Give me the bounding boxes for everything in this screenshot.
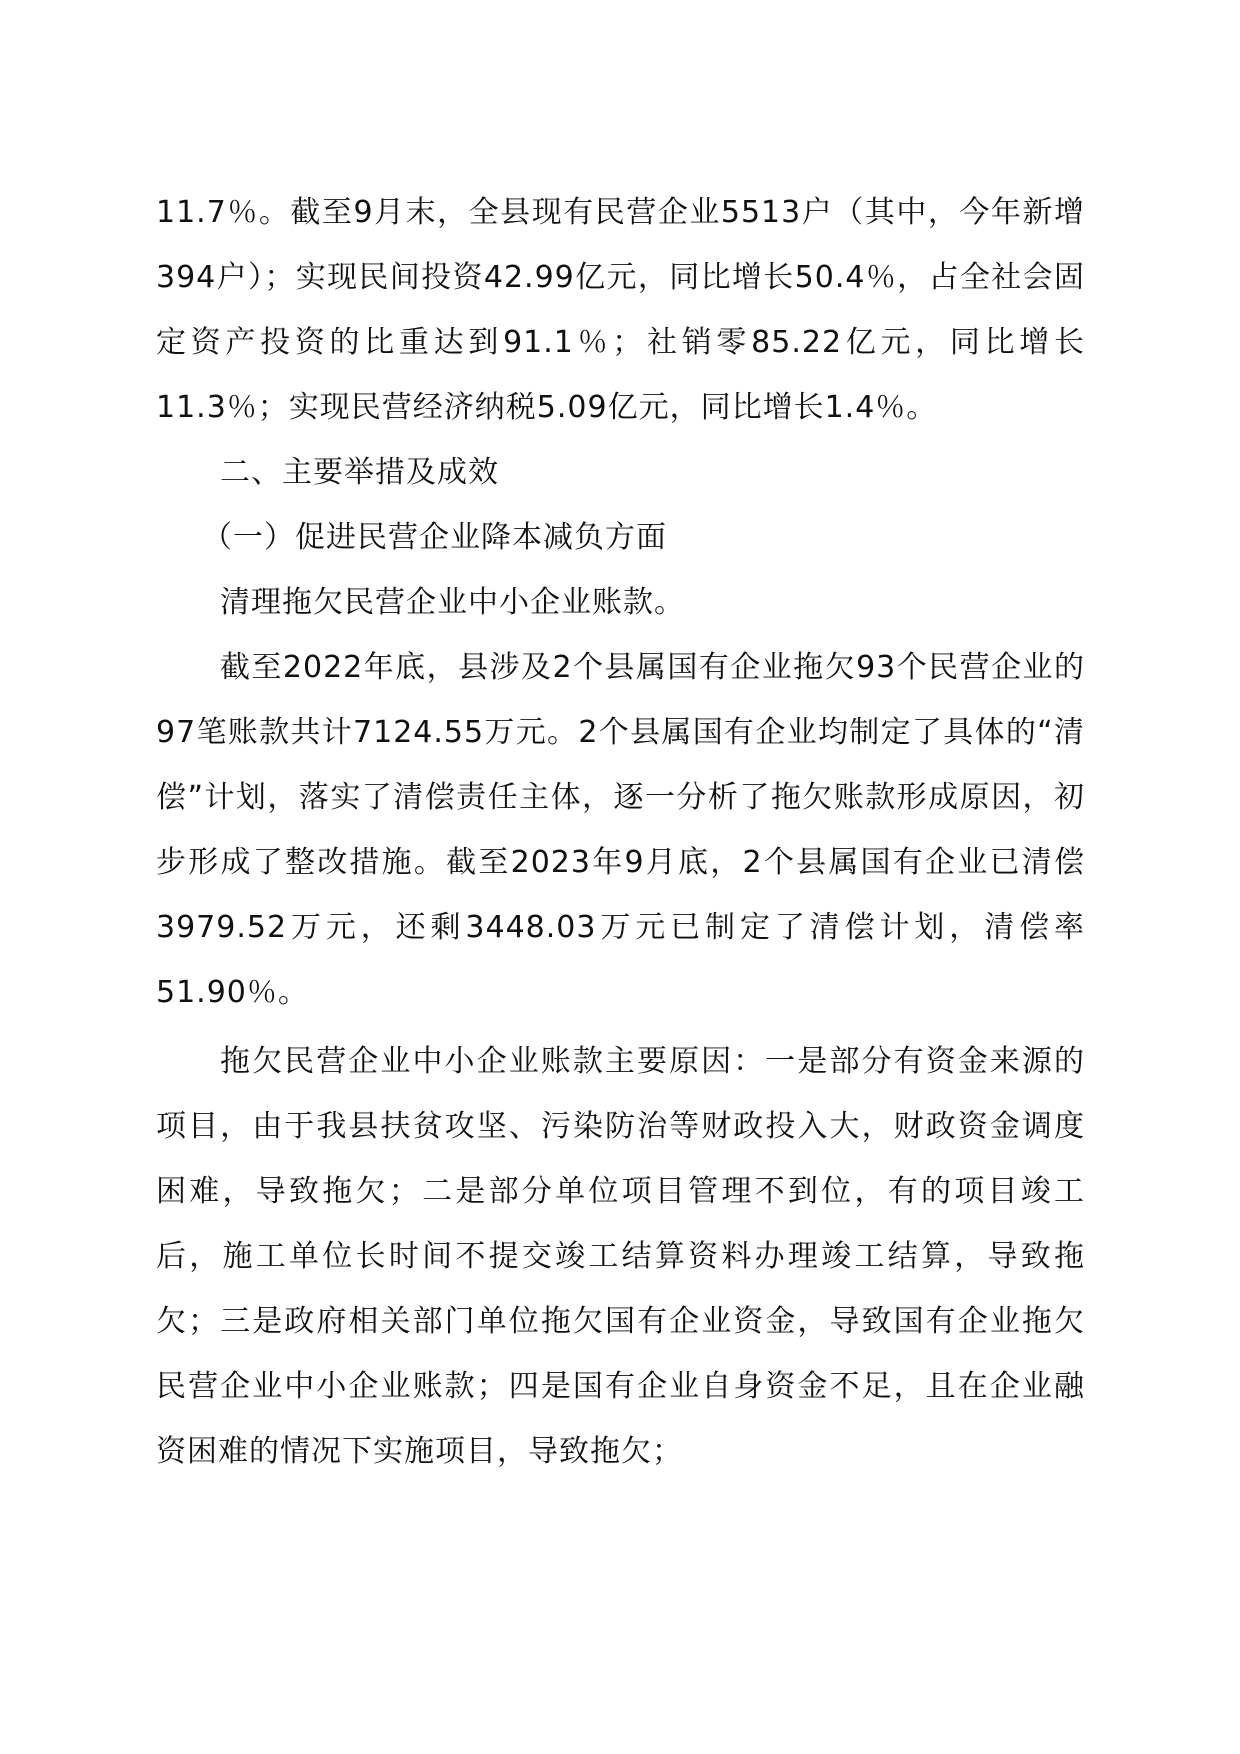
document-body [156, 180, 1085, 1484]
continued-paragraph: 11.7％。截至9月末，全县现有民营企业5513户（其中，今年新增394户）；实现民间投资42.99亿元，同比增长50.4％，占全社会固定资产投资的比重达到91.1％；社销零85.22亿元，同比增长11.3％；实现民营经济纳税5.09亿元，同比增长1.4％。 [156, 195, 1085, 425]
item-title: 清理拖欠民营企业中小企业账款。 [220, 585, 685, 620]
body-paragraph-reasons: 拖欠民营企业中小企业账款主要原因：一是部分有资金来源的项目，由于我县扶贫攻坚、污染防治等财政投入大，财政资金调度困难，导致拖欠；二是部分单位项目管理不到位，有的项目竣工后，施工单位长时间不提交竣工结算资料办理竣工结算，导致拖欠；三是政府相关部门单位拖欠国有企业资金，导致国有企业拖欠民营企业中小企业账款；四是国有企业自身资金不足，且在企业融资困难的情况下实施项目，导致拖欠； [156, 1044, 1085, 1469]
section-heading: 二、主要举措及成效 [220, 455, 499, 490]
subsection-heading: （一）促进民营企业降本减负方面 [202, 520, 667, 555]
body-paragraph-arrears: 截至2022年底，县涉及2个县属国有企业拖欠93个民营企业的97笔账款共计7124.55万元。2个县属国有企业均制定了具体的“清偿”计划，落实了清偿责任主体，逐一分析了拖欠账款形成原因，初步形成了整改措施。截至2023年9月底，2个县属国有企业已清偿3979.52万元，还剩3448.03万元已制定了清偿计划，清偿率51.90％。 [156, 650, 1085, 1010]
